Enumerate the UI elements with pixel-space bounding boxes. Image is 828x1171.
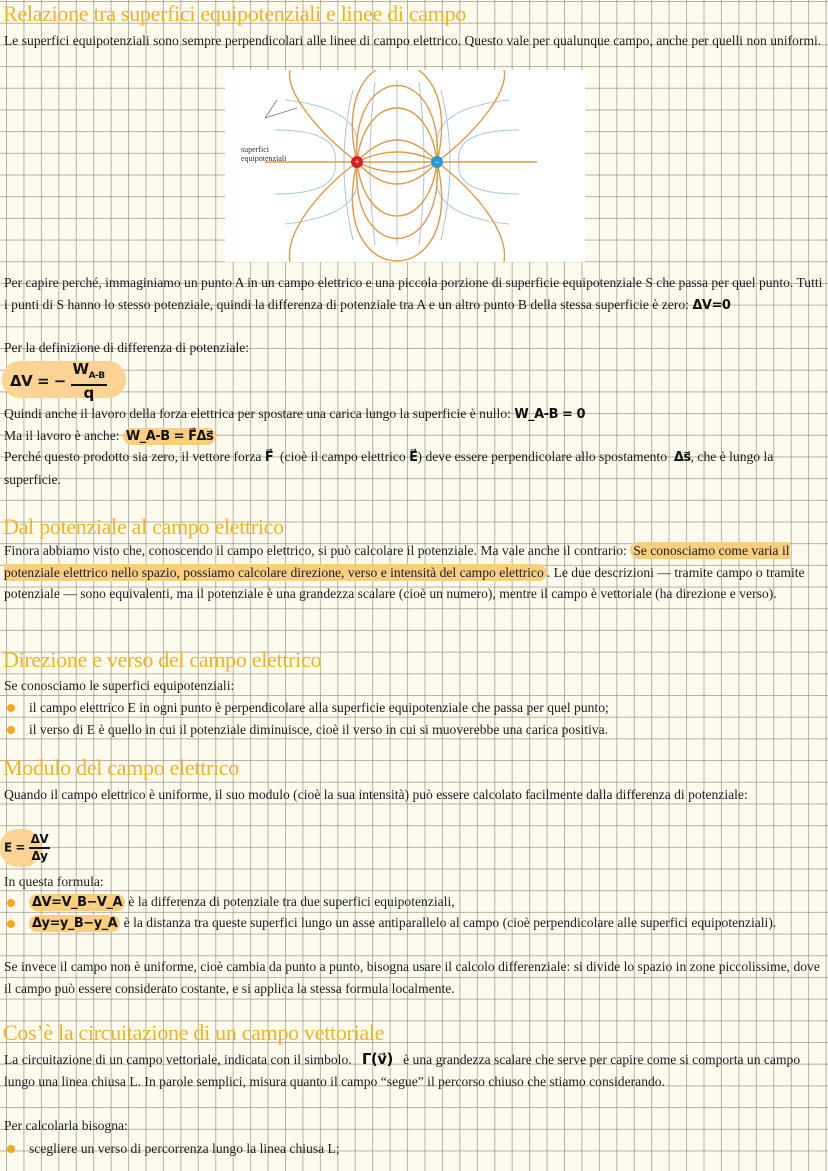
- dipole-figure: [225, 70, 585, 262]
- denominator: q: [83, 384, 94, 402]
- formula-lhs: E =: [4, 840, 25, 855]
- paragraph: Se invece il campo non è uniforme, cioè cambia da punto a punto, bisogna usare il calcolo differenziale: si divide lo spazio in zone piccolissime, dove il campo può essere considerato costante, e si applica la stessa formula localmente.: [4, 959, 820, 996]
- bullet-list: [4, 697, 824, 740]
- list-item: [4, 892, 824, 913]
- section-title: Dal potenziale al campo elettrico: [3, 514, 284, 539]
- paragraph: In questa formula:: [4, 874, 104, 889]
- text: , che è lungo la superficie.: [4, 449, 774, 487]
- math: ΔV=V_B−V_A: [29, 894, 125, 911]
- paragraph: [4, 425, 824, 448]
- formula: [10, 362, 824, 401]
- text: Finora abbiamo visto che, conoscendo il campo elettrico, si può calcolare il potenziale. Ma vale anche il contrario:: [4, 543, 631, 558]
- math: Δs⃗: [673, 450, 691, 465]
- text: La circuitazione di un campo vettoriale, indicata con il simbolo.: [4, 1052, 352, 1067]
- section-title: Modulo del campo elettrico: [3, 755, 239, 780]
- text: Quindi anche il lavoro della forza elettrica per spostare una carica lungo la superficie è nullo:: [4, 406, 511, 421]
- formula: [4, 832, 824, 864]
- paragraph: Quando il campo elettrico è uniforme, il suo modulo (cioè la sua intensità) può essere calcolato facilmente dalla differenza di potenziale:: [4, 787, 748, 802]
- list-item: il verso di E è quello in cui il potenziale diminuisce, cioè il verso in cui si muoverebbe una carica positiva.: [4, 719, 824, 741]
- paragraph: Per la definizione di differenza di potenziale:: [4, 340, 250, 355]
- math: W_A-B = F⃗Δs⃗: [123, 428, 216, 445]
- label-pointer: [265, 100, 297, 118]
- text: Perché questo prodotto sia zero, il vettore forza: [4, 449, 262, 464]
- formula-lhs: ΔV = −: [10, 372, 66, 390]
- fraction: [29, 832, 51, 864]
- text: ) deve essere perpendicolare allo spostamento: [417, 449, 668, 464]
- paragraph: Se conosciamo le superfici equipotenziali:: [4, 678, 235, 693]
- section-title: Cos’è la circuitazione di un campo vettoriale: [3, 1020, 385, 1045]
- math: F⃗: [264, 450, 274, 465]
- section-title: Relazione tra superfici equipotenziali e linee di campo: [3, 1, 467, 26]
- math: W_A-B = 0: [514, 407, 586, 422]
- numerator: W: [72, 360, 89, 378]
- paragraph: Le superfici equipotenziali sono sempre perpendicolari alle linee di campo elettrico. Questo vale per qualunque campo, anche per quelli non uniformi.: [4, 33, 822, 48]
- minus-sign: −: [434, 157, 440, 167]
- text: è la distanza tra queste superfici lungo un asse antiparallelo al campo (cioè perpendicolare alle superfici equipotenziali).: [123, 915, 777, 930]
- paragraph: Per calcolarla bisogna:: [4, 1118, 128, 1133]
- numerator: ΔV: [29, 832, 51, 849]
- paragraph: [4, 446, 824, 490]
- denominator: Δy: [31, 849, 48, 863]
- list-item: [4, 913, 824, 934]
- list-item: scegliere un verso di percorrenza lungo la linea chiusa L;: [4, 1138, 824, 1160]
- section-title: Direzione e verso del campo elettrico: [3, 647, 322, 672]
- text: . Le due descrizioni — tramite campo o tramite potenziale — sono equivalenti, ma il potenziale è una grandezza scalare (cioè un numero), mentre il campo è vettoriale (ha direzione e verso).: [4, 564, 805, 602]
- list-item: il campo elettrico E in ogni punto è perpendicolare alla superficie equipotenziale che passa per quel punto;: [4, 697, 824, 719]
- text: (cioè il campo elettrico: [280, 449, 406, 464]
- math: Δy=y_B−y_A: [29, 915, 120, 932]
- field-lines-diagram: [225, 70, 585, 262]
- plus-sign: +: [354, 157, 360, 167]
- field-lines: [265, 70, 537, 262]
- fraction: [71, 362, 107, 401]
- text: Ma il lavoro è anche:: [4, 428, 120, 443]
- text: Per capire perché, immaginiamo un punto A in un campo elettrico e una piccola porzione di superficie equipotenziale S che passa per quel punto. Tutti i punti di S hanno lo stesso potenziale, quindi la differenza di potenziale tra A e un altro punto B della stessa superficie è zero:: [4, 275, 823, 312]
- highlighted-text: Se conosciamo come varia il potenziale elettrico nello spazio, possiamo calcolare direzione, verso e intensità del campo elettrico: [4, 543, 790, 580]
- subscript: A-B: [88, 371, 105, 381]
- bullet-list: [4, 1138, 824, 1160]
- math: ΔV=0: [692, 297, 731, 313]
- paragraph: [4, 403, 824, 426]
- circulation-symbol: Γ(v⃗): [361, 1050, 393, 1068]
- paragraph: [4, 540, 824, 605]
- paragraph: [4, 272, 824, 316]
- bullet-list: [4, 892, 824, 934]
- text: è la differenza di potenziale tra due superfici equipotenziali,: [128, 894, 455, 909]
- paragraph: [4, 1049, 824, 1092]
- math: E⃗: [409, 450, 418, 465]
- text: è una grandezza scalare che serve per capire come si comporta un campo lungo una linea chiusa L. In parole semplici, misura quanto il campo “segue” il percorso chiuso che stiamo considerando.: [4, 1052, 801, 1089]
- figure-label: equipotenziali: [241, 154, 287, 163]
- figure-label: superfici: [241, 145, 269, 154]
